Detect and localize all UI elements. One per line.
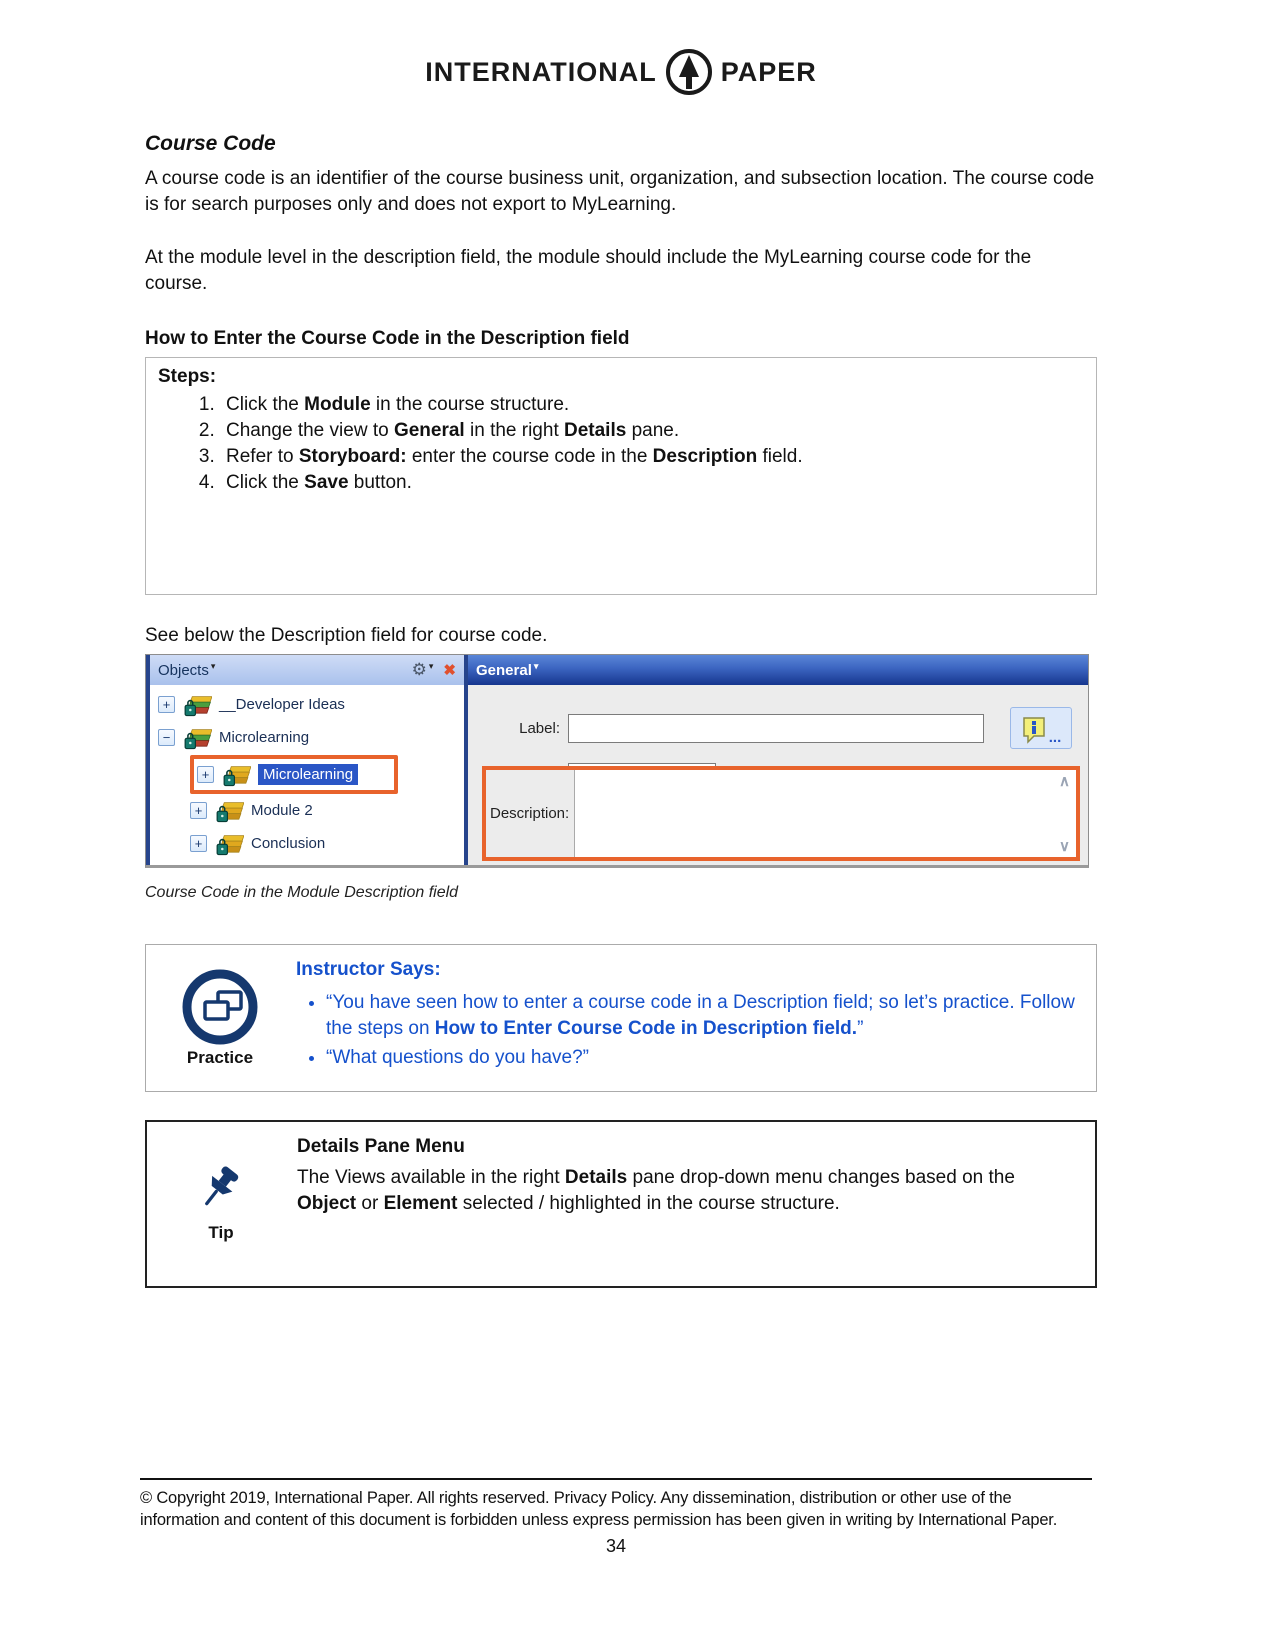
instructor-bullet-1: • “You have seen how to enter a course code in a Description field; so let’s practice. Follow the steps on How to Enter Course Code in Description field.” [326, 990, 1080, 1042]
steps-box [145, 357, 1097, 595]
description-field-label: Description: [490, 805, 570, 822]
general-form [468, 685, 1088, 865]
steps-label: Steps: [158, 366, 217, 387]
page-footer [140, 1478, 1092, 1557]
module-books-icon [182, 724, 212, 751]
selected-item-highlight: + Microlearning [190, 755, 398, 794]
tip-body: The Views available in the right Details pane drop-down menu changes based on the Object or Element selected / highlighted in the course structure. [297, 1167, 1015, 1214]
objects-panel-title[interactable]: Objects [158, 661, 209, 679]
tree-item-conclusion[interactable]: + Conclusion [150, 827, 464, 860]
close-icon[interactable]: ✖ [443, 662, 456, 679]
module-books-icon [221, 761, 251, 788]
expand-toggle-icon[interactable]: + [190, 835, 207, 852]
instructor-bullet-list [326, 990, 1080, 1071]
more-dots: ... [1048, 729, 1062, 746]
module-books-icon [182, 691, 212, 718]
scroll-down-icon[interactable]: ∨ [1059, 838, 1070, 855]
step-item-2: 2. Change the view to General in the right Details pane. [220, 418, 1084, 444]
general-panel-header [468, 655, 1088, 685]
instructor-bullet-2: • “What questions do you have?” [326, 1045, 1080, 1071]
intro-paragraph-1: A course code is an identifier of the course business unit, organization, and subsection location. The course code is for search purposes only and does not export to MyLearning. [145, 168, 1095, 215]
step-item-4: 4. Click the Save button. [220, 470, 1084, 496]
expand-toggle-icon[interactable]: + [158, 696, 175, 713]
application-screenshot [145, 654, 1089, 868]
label-field-label: Label: [519, 719, 560, 737]
company-logo [145, 0, 1097, 98]
screenshot-caption: Course Code in the Module Description field [145, 884, 459, 901]
practice-icon-label: Practice [186, 1048, 254, 1067]
gear-dropdown-icon[interactable]: ▾ [428, 660, 434, 671]
pushpin-icon [195, 1165, 247, 1221]
logo-text-international: INTERNATIONAL [425, 56, 657, 87]
step-item-1: 1. Click the Module in the course structure. [220, 392, 1084, 418]
step-item-3: 3. Refer to Storyboard: enter the course code in the Description field. [220, 444, 1084, 470]
scroll-up-icon[interactable]: ∧ [1059, 773, 1070, 790]
info-button[interactable] [1010, 707, 1072, 749]
info-bubble-icon [1021, 716, 1047, 744]
practice-icon [181, 968, 259, 1046]
tip-callout [145, 1120, 1097, 1288]
label-input[interactable] [568, 714, 984, 743]
general-dropdown-icon[interactable]: ▾ [533, 660, 539, 671]
tree-item-microlearning-course[interactable]: − Microlearning [150, 721, 464, 754]
module-books-icon [214, 830, 244, 857]
objects-dropdown-icon[interactable]: ▾ [210, 660, 216, 671]
course-structure-tree [150, 685, 464, 865]
howto-heading: How to Enter the Course Code in the Description field [145, 328, 630, 349]
intro-paragraph-2: At the module level in the description field, the module should include the MyLearning course code for the course. [145, 247, 1032, 294]
module-books-icon [214, 797, 244, 824]
objects-panel-header [150, 655, 464, 685]
international-paper-logo-icon [663, 46, 715, 98]
instructor-says-heading: Instructor Says: [296, 959, 441, 980]
tree-item-developer-ideas[interactable]: + __Developer Ideas [150, 688, 464, 721]
collapse-toggle-icon[interactable]: − [158, 729, 175, 746]
description-highlight-box [482, 766, 1080, 861]
gear-icon[interactable]: ⚙ [411, 660, 427, 679]
general-panel-title[interactable]: General [476, 661, 532, 679]
steps-list [158, 392, 1084, 496]
general-details-panel [464, 655, 1088, 865]
expand-toggle-icon[interactable]: + [197, 766, 214, 783]
page-title: Course Code [145, 132, 276, 155]
tree-item-microlearning-module-selected[interactable] [150, 754, 464, 794]
tip-heading: Details Pane Menu [297, 1136, 465, 1157]
objects-panel [146, 655, 464, 865]
footer-divider [140, 1478, 1092, 1480]
tree-item-module-2[interactable]: + Module 2 [150, 794, 464, 827]
logo-text-paper: PAPER [720, 56, 817, 87]
see-below-text: See below the Description field for course code. [145, 625, 548, 646]
page-number: 34 [605, 1536, 627, 1556]
expand-toggle-icon[interactable]: + [190, 802, 207, 819]
description-textarea[interactable] [574, 770, 1076, 857]
practice-callout [145, 944, 1097, 1092]
copyright-text: © Copyright 2019, International Paper. All rights reserved. Privacy Policy. Any dissemination, distribution or other use of the information and content of this document is forbidden unless express permission has been given in writing by International Paper. [140, 1489, 1058, 1529]
tip-icon-label: Tip [208, 1223, 234, 1242]
